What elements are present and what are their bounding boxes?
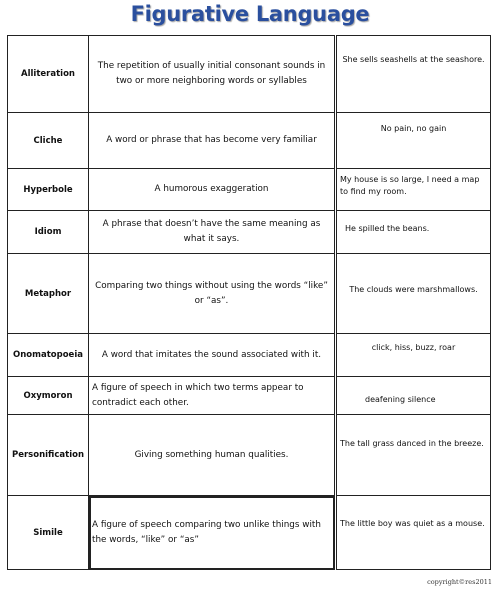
example-text: My house is so large, I need a map to find my room. (340, 175, 480, 196)
table-row (337, 415, 491, 496)
example-cell (337, 36, 491, 113)
table-row (8, 377, 335, 415)
example-text: No pain, no gain (380, 124, 447, 133)
table-row (8, 113, 335, 169)
examples-table (336, 35, 491, 570)
table-row (8, 254, 335, 334)
example-text: The clouds were marshmallows. (349, 285, 478, 294)
term-cell: Alliteration (8, 36, 89, 113)
example-cell (337, 334, 491, 377)
definition-cell: Comparing two things without using the words “like” or “as”. (89, 254, 335, 334)
copyright-text: copyright©res2011 (427, 578, 492, 586)
definition-cell: A figure of speech comparing two unlike things with the words, “like” or “as” (89, 496, 335, 570)
example-text: She sells seashells at the seashore. (342, 55, 485, 64)
term-cell: Personification (8, 415, 89, 496)
example-cell (337, 211, 491, 254)
definition-cell: Giving something human qualities. (89, 415, 335, 496)
definition-cell: A phrase that doesn’t have the same meaning as what it says. (89, 211, 335, 254)
table-row (337, 36, 491, 113)
term-cell: Metaphor (8, 254, 89, 334)
table-row (8, 36, 335, 113)
table-row (8, 211, 335, 254)
term-cell: Oxymoron (8, 377, 89, 415)
table-row (337, 377, 491, 415)
table-row (337, 211, 491, 254)
definition-cell: A figure of speech in which two terms appear to contradict each other. (89, 377, 335, 415)
page-title: Figurative Language (130, 2, 370, 26)
example-cell (337, 254, 491, 334)
definition-cell: The repetition of usually initial consonant sounds in two or more neighboring words or syllables (89, 36, 335, 113)
example-text: click, hiss, buzz, roar (371, 343, 456, 352)
term-cell: Cliche (8, 113, 89, 169)
table-row (337, 113, 491, 169)
example-text: The little boy was quiet as a mouse. (340, 519, 485, 528)
term-cell: Onomatopoeia (8, 334, 89, 377)
table-row (337, 254, 491, 334)
example-cell (337, 169, 491, 211)
term-cell: Simile (8, 496, 89, 570)
definition-cell: A word or phrase that has become very familiar (89, 113, 335, 169)
table-row (8, 496, 335, 570)
table-row (8, 169, 335, 211)
definition-cell: A humorous exaggeration (89, 169, 335, 211)
example-cell (337, 415, 491, 496)
example-cell (337, 496, 491, 570)
table-row (8, 334, 335, 377)
example-text: deafening silence (365, 395, 436, 404)
example-cell (337, 113, 491, 169)
example-cell (337, 377, 491, 415)
example-text: The tall grass danced in the breeze. (340, 439, 484, 448)
table-row (8, 415, 335, 496)
example-text: He spilled the beans. (345, 224, 430, 233)
term-cell: Idiom (8, 211, 89, 254)
terms-table (7, 35, 335, 570)
term-cell: Hyperbole (8, 169, 89, 211)
table-row (337, 496, 491, 570)
table-row (337, 334, 491, 377)
definition-cell: A word that imitates the sound associated with it. (89, 334, 335, 377)
table-row (337, 169, 491, 211)
